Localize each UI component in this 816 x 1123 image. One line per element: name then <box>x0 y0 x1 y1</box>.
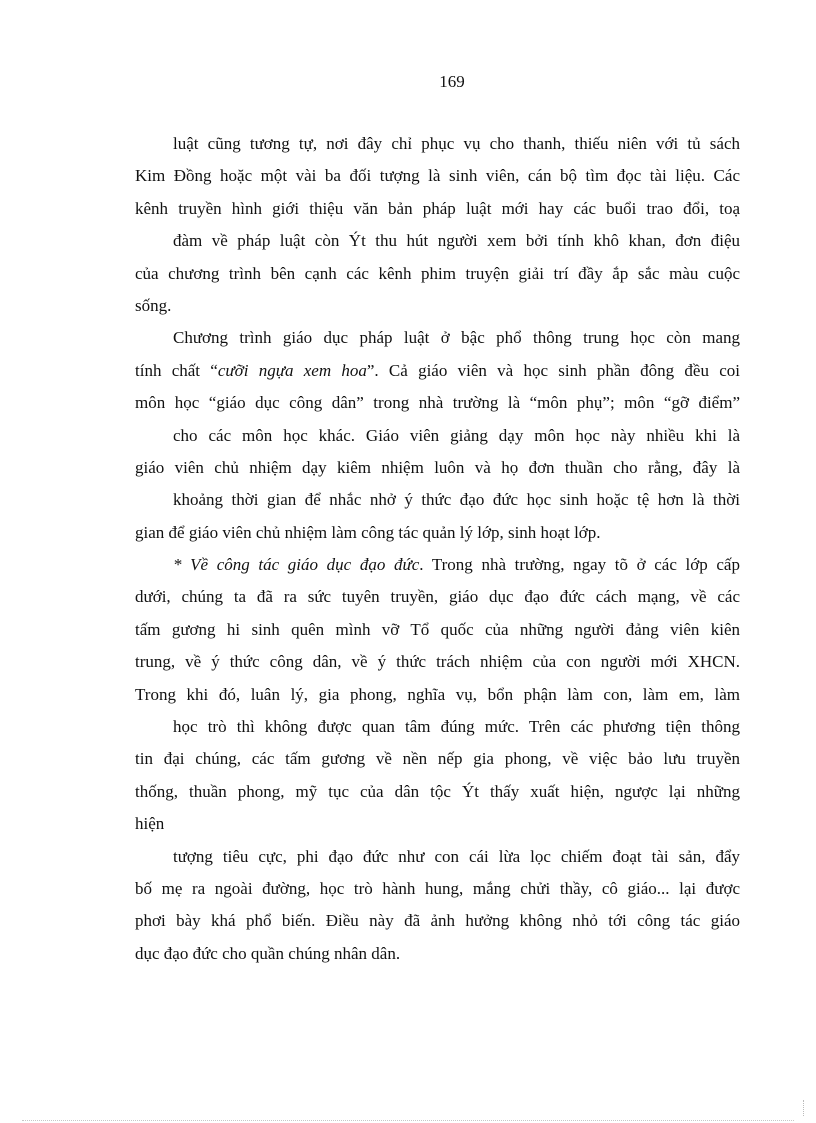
text-line <box>135 355 740 387</box>
text-line: sống. <box>135 295 172 315</box>
text-line: môn học “giáo dục công dân” trong nhà trường là “môn phụ”; môn “gỡ điểm” <box>135 393 740 413</box>
text-line: tin đại chúng, các tấm gương về nền nếp gia phong, về việc bảo lưu truyền <box>135 749 740 769</box>
text-line: cho các môn học khác. Giáo viên giảng dạy môn học này nhiều khi là <box>173 425 740 445</box>
text-segment: tính chất “ <box>135 360 218 380</box>
text-line: hiện <box>135 814 165 834</box>
italic-phrase: cưỡi ngựa xem hoa <box>217 360 367 380</box>
page-corner-border <box>791 1100 804 1116</box>
text-line: Kim Đồng hoặc một vài ba đối tượng là sinh viên, cán bộ tìm đọc tài liệu. Các <box>135 166 740 186</box>
text-line: khoảng thời gian để nhắc nhở ý thức đạo đức học sinh hoặc tệ hơn là thời <box>173 490 740 510</box>
text-line: dục đạo đức cho quần chúng nhân dân. <box>135 943 401 963</box>
body-text <box>135 128 740 970</box>
text-segment: . Trong nhà trường, ngay tõ ở các lớp cấp <box>419 555 740 575</box>
text-line: kênh truyền hình giới thiệu văn bản pháp luật mới hay các buổi trao đổi, toạ <box>135 198 740 218</box>
text-line: giáo viên chủ nhiệm dạy kiêm nhiệm luôn và họ đơn thuần cho rằng, đây là <box>135 457 740 477</box>
text-line: Chương trình giáo dục pháp luật ở bậc phổ thông trung học còn mang <box>173 328 740 348</box>
text-line <box>135 549 740 581</box>
text-line: luật cũng tương tự, nơi đây chỉ phục vụ cho thanh, thiếu niên với tủ sách <box>173 134 740 153</box>
text-line: phơi bày khá phổ biến. Điều này đã ảnh hưởng không nhỏ tới công tác giáo <box>135 911 740 931</box>
text-line: gian để giáo viên chủ nhiệm làm công tác quản lý lớp, sinh hoạt lớp. <box>135 522 601 542</box>
page-bottom-border <box>22 1120 794 1121</box>
text-line: tấm gương hi sinh quên mình vỡ Tổ quốc của những người đảng viên kiên <box>135 619 740 639</box>
italic-heading: * Về công tác giáo dục đạo đức <box>173 555 420 575</box>
text-line: Trong khi đó, luân lý, gia phong, nghĩa vụ, bổn phận làm con, làm em, làm <box>135 684 740 704</box>
page-number: 169 <box>439 72 465 91</box>
text-line: trung, về ý thức công dân, về ý thức trách nhiệm của con người mới XHCN. <box>135 652 740 672</box>
text-line: học trò thì không được quan tâm đúng mức. Trên các phương tiện thông <box>173 717 740 737</box>
text-line: của chương trình bên cạnh các kênh phim truyện giải trí đầy ắp sắc màu cuộc <box>135 263 740 283</box>
text-line: bố mẹ ra ngoài đường, học trò hành hung, mắng chửi thầy, cô giáo... lại được <box>135 878 740 898</box>
text-line: dưới, chúng ta đã ra sức tuyên truyền, giáo dục đạo đức cách mạng, về các <box>135 587 740 607</box>
text-line: tượng tiêu cực, phi đạo đức như con cái lừa lọc chiếm đoạt tài sản, đẩy <box>173 846 740 866</box>
text-segment: ”. Cả giáo viên và học sinh phần đông đều coi <box>366 360 740 380</box>
text-line: thống, thuần phong, mỹ tục của dân tộc Ýt thấy xuất hiện, ngược lại những <box>135 781 740 801</box>
text-line: đàm về pháp luật còn Ýt thu hút người xem bởi tính khô khan, đơn điệu <box>173 231 740 251</box>
